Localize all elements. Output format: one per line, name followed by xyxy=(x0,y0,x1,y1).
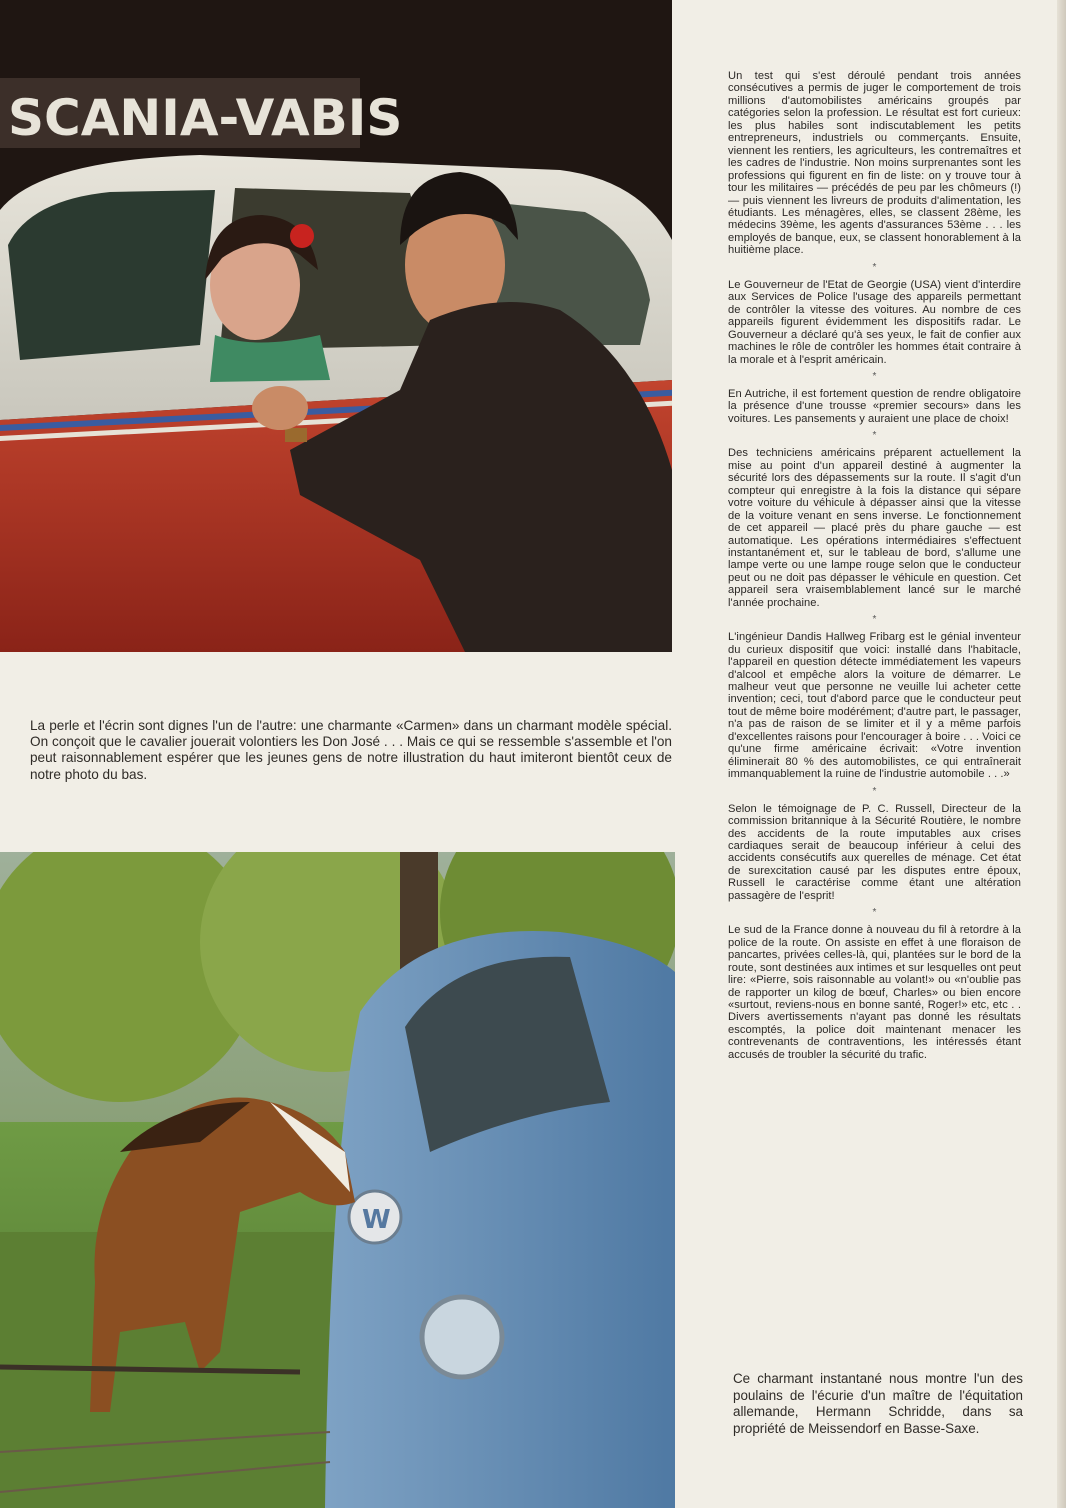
article-paragraph: Un test qui s'est déroulé pendant trois années consécutives a permis de juger le comportement de trois millions d'automobilistes américains groupés par catégories selon la profession. Le résultat est fort curieux: les plus habiles sont indiscutablement les petits entrepreneurs, industriels ou commerçants. Ensuite, viennent les rentiers, les agriculteurs, les contremaîtres et les cadres de l'industrie. Non moins surprenantes sont les professions qui figurent en fin de liste: on y trouve tour à tour les militaires — précédés de peu par les chômeurs (!) — puis viennent les livreurs de produits d'alimentation, les étudiants. Les ménagères, elles, se classent 28ème, les médecins 39ème, les agents d'assurances 53ème . . . les employés de banque, eux, se classent honorablement à la huitième place. xyxy=(728,70,1021,257)
caption-top-photo: La perle et l'écrin sont dignes l'un de l'autre: une charmante «Carmen» dans un charmant modèle spécial. On conçoit que le cavalier jouerait volontiers les Don José . . . Mais ce qui se ressemble s'assemble et l'on peut raisonnablement espérer que les jeunes gens de notre illustration du haut imiteront bientôt ceux de notre photo du bas. xyxy=(30,718,672,782)
separator-star: * xyxy=(872,907,877,919)
article-paragraph: Le Gouverneur de l'Etat de Georgie (USA) vient d'interdire aux Services de Police l'usage des appareils permettant de contrôler la vitesse des voitures. Au nombre de ces appareils figurent évidemment les dispositifs radar. Le Gouverneur a déclaré qu'à ses yeux, le fait de confier aux machines le rôle de contrôler les hommes était contraire à la morale et à l'esprit américain. xyxy=(728,278,1021,366)
separator-star: * xyxy=(872,785,877,797)
article-paragraph: Le sud de la France donne à nouveau du fil à retordre à la police de la route. On assiste en effet à une floraison de pancartes, privées celles-là, qui, plantées sur le bord de la route, sont destinées aux intimes et sur lesquelles ont peut lire: «Pierre, sois raisonnable au volant!» ou «n'oublie pas de rapporter un kilog de bœuf, Charles» ou bien encore «surtout, reviens-nous en bonne santé, Roger!» etc, etc . . Divers avertissements n'ayant pas donné les résultats escomptés, la police doit maintenant menacer les contrevenants de contraventions, les intéressés étant accusés de troubler la sécurité du trafic. xyxy=(728,924,1021,1061)
page-edge xyxy=(1057,0,1066,1508)
photo-bottom-illustration xyxy=(0,852,675,1508)
article-paragraph: Selon le témoignage de P. C. Russell, Directeur de la commission britannique à la Sécurité Routière, le nombre des accidents de la route imputables aux crises cardiaques serait de beaucoup inférieur à celui des accidents consécutifs aux querelles de ménage. Cet état de surexcitation causé par les disputes entre époux, Russell le caractérise comme étant une altération passagère de l'esprit! xyxy=(728,802,1021,902)
photo-woman-bus-window xyxy=(0,0,672,652)
article-paragraph: L'ingénieur Dandis Hallweg Fribarg est le génial inventeur du curieux dispositif que voici: installé dans l'habitacle, l'appareil en question détecte immédiatement les vapeurs d'alcool et empêche alors la voiture de démarrer. Le malheur veut que personne ne veuille lui acheter cette invention; ceci, tout d'abord parce que le conducteur peut tout de même boire modérément; d'autre part, le passager, n'a pas de raison de se limiter et il y a même parfois d'excellentes raisons pour l'encourager à boire . . . Voici ce qu'une firme américaine écrivait: «Votre invention éliminerait 80 % des automobilistes, ce qui entraînerait immanquablement la ruine de l'industrie automobile . . .» xyxy=(728,631,1021,781)
separator-star: * xyxy=(872,261,877,273)
article-paragraph: Des techniciens américains préparent actuellement la mise au point d'un appareil destiné à augmenter la sécurité lors des dépassements sur la route. Il s'agit d'un compteur qui enregistre à la fois la distance qui sépare votre voiture du véhicule à dépasser ainsi que la vitesse de la voiture venant en sens inverse. Le fonctionnement de cet appareil — placé près du phare gauche — est automatique. Les opérations intermédiaires s'effectuent instantanément et, sur le tableau de bord, s'allume une lampe verte ou une lampe rouge selon que le conducteur peut ou ne doit pas dépasser le véhicule en question. Cet appareil sera vraisemblablement lancé sur le marché l'année prochaine. xyxy=(728,447,1021,609)
news-column xyxy=(728,70,1021,1061)
separator-star: * xyxy=(872,370,877,382)
separator-star: * xyxy=(872,430,877,442)
svg-text:W: W xyxy=(362,1205,391,1235)
sign-text: SCANIA-VABIS xyxy=(8,89,403,147)
photo-top-illustration xyxy=(0,0,672,652)
separator-star: * xyxy=(872,614,877,626)
article-paragraph: En Autriche, il est fortement question de rendre obligatoire la présence d'une trousse «premier secours» dans les voitures. Les pansements y auraient une place de choix! xyxy=(728,387,1021,425)
caption-bottom-photo: Ce charmant instantané nous montre l'un des poulains de l'écurie d'un maître de l'équitation allemande, Hermann Schridde, dans sa propriété de Meissendorf en Basse-Saxe. xyxy=(733,1371,1023,1436)
photo-horses-blue-bus xyxy=(0,852,675,1508)
